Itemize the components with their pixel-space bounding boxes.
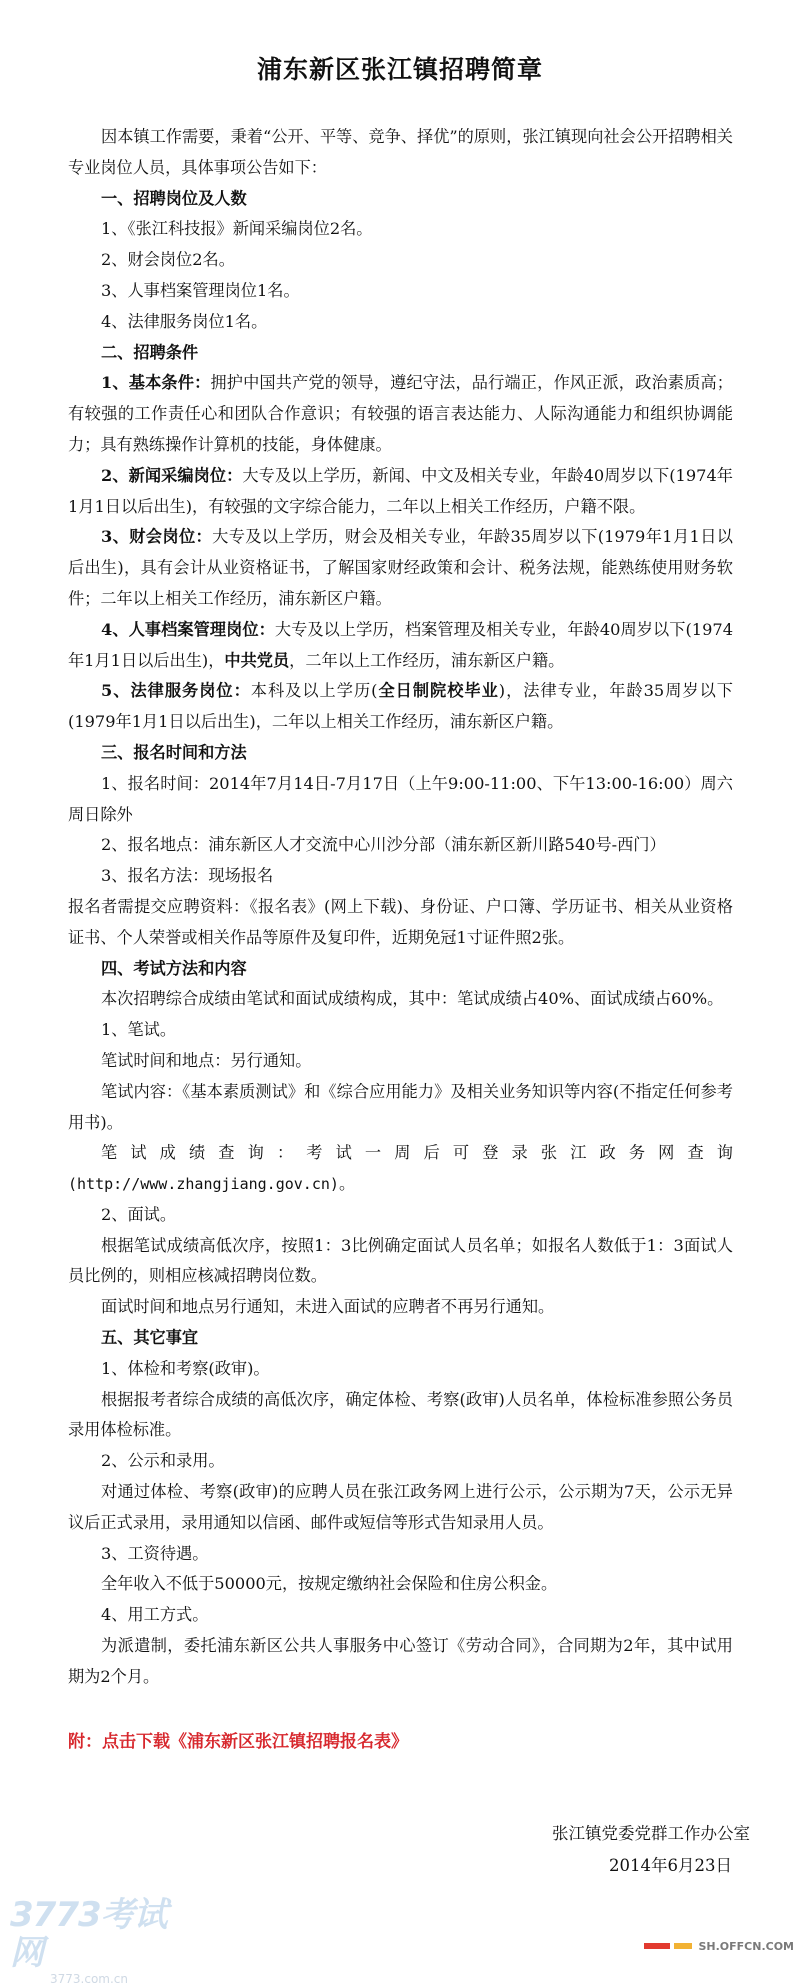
salary: 3、工资待遇。 — [101, 1543, 209, 1563]
medical-check: 1、体检和考察(政审)。 — [101, 1358, 270, 1378]
salary-text: 全年收入不低于50000元，按规定缴纳社会保险和住房公积金。 — [101, 1574, 558, 1594]
score-query-tail: 。 — [338, 1174, 356, 1194]
page-title: 浦东新区张江镇招聘简章 — [256, 55, 543, 84]
condition-emphasis: 全日制院校毕业 — [377, 681, 499, 701]
condition-text: 拥护中国共产党的领导，遵纪守法，品行端正，作风正派，政治素质高；有较强的工作责任心和团队合作意识；有较强的语言表达能力、人际沟通能力和组织协调能力；具有熟练操作计算机的技能，身体健康。 — [68, 373, 733, 454]
condition-news — [68, 461, 733, 523]
watermark-offcn — [644, 1938, 794, 1954]
section-4-heading: 四、考试方法和内容 — [101, 958, 247, 978]
medical-check-text: 根据报考者综合成绩的高低次序，确定体检、考察(政审)人员名单，体检标准参照公务员录用体检标准。 — [68, 1389, 733, 1440]
registration-materials: 报名者需提交应聘资料：《报名表》(网上下载)、身份证、户口簿、学历证书、相关从业资格证书、个人荣誉或相关作品等原件及复印件，近期免冠1寸证件照2张。 — [68, 896, 733, 947]
condition-text: ，二年以上工作经历，浦东新区户籍。 — [289, 650, 565, 670]
condition-legal — [68, 676, 733, 738]
exam-intro: 本次招聘综合成绩由笔试和面试成绩构成，其中：笔试成绩占40%、面试成绩占60%。 — [101, 989, 724, 1009]
watermark-3773 — [10, 1895, 190, 1986]
interview-notice: 面试时间和地点另行通知，未进入面试的应聘者不再另行通知。 — [101, 1297, 555, 1317]
condition-archive — [68, 615, 733, 677]
interview-rule: 根据笔试成绩高低次序，按照1：3比例确定面试人员名单；如报名人数低于1：3面试人员比例的，则相应核减招聘岗位数。 — [68, 1235, 733, 1286]
written-exam-content: 笔试内容：《基本素质测试》和《综合应用能力》及相关业务知识等内容(不指定任何参考用书)。 — [68, 1081, 733, 1132]
section-5-heading: 五、其它事宜 — [101, 1328, 199, 1348]
score-query — [68, 1138, 733, 1200]
registration-place: 2、报名地点：浦东新区人才交流中心川沙分部（浦东新区新川路540号-西门） — [101, 835, 666, 855]
employment: 4、用工方式。 — [101, 1605, 209, 1625]
condition-label: 2、新闻采编岗位： — [101, 465, 243, 485]
attachment-line — [68, 1727, 733, 1757]
condition-label: 5、法律服务岗位： — [101, 681, 251, 701]
download-form-link[interactable]: 点击下载《浦东新区张江镇招聘报名表》 — [102, 1731, 408, 1752]
section-1-heading: 一、招聘岗位及人数 — [101, 188, 247, 208]
position-item: 3、人事档案管理岗位1名。 — [101, 280, 300, 300]
signature-date: 2014年6月23日 — [609, 1856, 732, 1875]
position-item: 1、《张江科技报》新闻采编岗位2名。 — [101, 219, 373, 239]
registration-time: 1、报名时间：2014年7月14日-7月17日（上午9:00-11:00、下午13:00-16:00）周六周日除外 — [68, 773, 733, 824]
condition-finance — [68, 522, 733, 614]
condition-text: 大专及以上学历，档案管理及相关专业，年龄40周岁以下(1974年1月1日以后出生)， — [68, 619, 733, 670]
condition-emphasis: 中共党员 — [224, 650, 290, 670]
registration-method: 3、报名方法：现场报名 — [101, 866, 274, 886]
score-query-url[interactable]: (http://www.zhangjiang.gov.cn) — [68, 1175, 339, 1194]
condition-text: 本科及以上学历( — [250, 681, 378, 701]
condition-basic — [68, 368, 733, 460]
condition-label: 4、人事档案管理岗位： — [101, 619, 275, 639]
notice-body — [68, 122, 733, 1757]
position-item: 2、财会岗位2名。 — [101, 250, 235, 270]
section-3-heading: 三、报名时间和方法 — [101, 742, 247, 762]
position-item: 4、法律服务岗位1名。 — [101, 311, 268, 331]
intro-paragraph: 因本镇工作需要，秉着“公开、平等、竞争、择优”的原则，张江镇现向社会公开招聘相关专业岗位人员，具体事项公告如下： — [68, 127, 733, 177]
score-query-text: 笔试成绩查询：考试一周后可登录张江政务网查询 — [101, 1143, 733, 1163]
signature-block — [552, 1818, 750, 1882]
watermark-offcn-text: SH.OFFCN.COM — [698, 1939, 794, 1953]
condition-text: 大专及以上学历，新闻、中文及相关专业，年龄40周岁以下(1974年1月1日以后出生)，有较强的文字综合能力，二年以上相关工作经历，户籍不限。 — [68, 465, 733, 516]
watermark-logo: 3773考试网 — [10, 1895, 167, 1973]
condition-text: )，法律专业，年龄35周岁以下(1979年1月1日以后出生)，二年以上相关工作经历，浦东新区户籍。 — [68, 681, 733, 732]
condition-label: 1、基本条件： — [101, 373, 211, 393]
publicity-text: 对通过体检、考察(政审)的应聘人员在张江政务网上进行公示，公示期为7天，公示无异议后正式录用，录用通知以信函、邮件或短信等形式告知录用人员。 — [68, 1482, 733, 1532]
attachment-prefix: 附： — [68, 1731, 102, 1752]
condition-label: 3、财会岗位： — [101, 527, 213, 547]
interview: 2、面试。 — [101, 1204, 177, 1224]
watermark-bar-icon — [644, 1943, 670, 1949]
watermark-url: 3773.com.cn — [50, 1972, 128, 1986]
watermark-bar-icon — [674, 1943, 692, 1949]
publicity: 2、公示和录用。 — [101, 1451, 225, 1471]
section-2-heading: 二、招聘条件 — [101, 342, 199, 362]
signature-org: 张江镇党委党群工作办公室 — [552, 1824, 750, 1843]
employment-text: 为派遣制，委托浦东新区公共人事服务中心签订《劳动合同》，合同期为2年，其中试用期为2个月。 — [68, 1636, 733, 1686]
condition-text: 大专及以上学历，财会及相关专业，年龄35周岁以下(1979年1月1日以后出生)，具有会计从业资格证书，了解国家财经政策和会计、税务法规，能熟练使用财务软件；二年以上相关工作经历，浦东新区户籍。 — [68, 527, 733, 608]
written-exam-time: 笔试时间和地点：另行通知。 — [101, 1050, 312, 1070]
written-exam: 1、笔试。 — [101, 1020, 177, 1040]
